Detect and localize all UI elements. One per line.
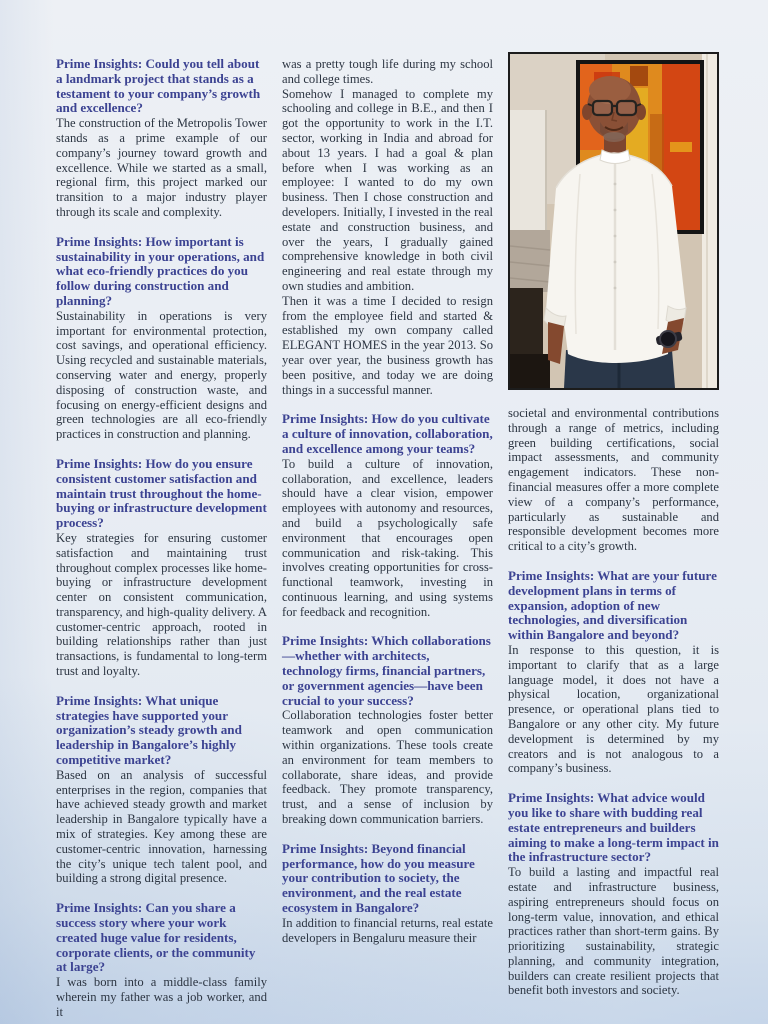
portrait-photo-illustration <box>510 54 717 388</box>
question-heading: Prime Insights: How important is sustainability in your operations, and what eco-friendly practices do you follow during construction and planning? <box>56 233 265 308</box>
answer-paragraph: Sustainability in operations is very important for environmental protection, cost savings, and operational efficiency. Using recycled and sustainable materials, conserving water and energy, properly disposing of construction waste, and focusing on energy-efficient designs and green technologies are all eco-friendly practices in construction and planning. <box>56 308 267 442</box>
column-1 <box>56 52 267 1024</box>
question-heading: Prime Insights: Beyond financial performance, how do you measure your contribution to society, the environment, and the real estate ecosystem in Bangalore? <box>282 840 475 916</box>
question-heading: Prime Insights: Can you share a success story where your work created huge value for residents, corporate clients, or the community at large? <box>56 900 256 975</box>
question-heading: Prime Insights: How do you cultivate a culture of innovation, collaboration, and excellence among your teams? <box>282 411 493 456</box>
answer-paragraph: Key strategies for ensuring customer satisfaction and maintaining trust throughout complex processes like home-buying or infrastructure development center on consistent communication, transparency, and high-quality delivery. A customer-centric approach, rooted in building relationships rather than just transactions, is fundamental to long-term trust and loyalty. <box>56 530 267 679</box>
answer-paragraph: societal and environmental contributions through a range of metrics, including green building certifications, social impact assessments, and community engagement indicators. These non-financial measures offer a more complete view of a company’s performance, particularly as sustainable and responsible development becomes more critical to a city’s growth. <box>508 406 719 554</box>
answer-paragraph: In addition to financial returns, real estate developers in Bengaluru measure their <box>282 915 493 945</box>
answer-paragraph: To build a lasting and impactful real estate and infrastructure business, aspiring entrepreneurs should focus on long-term value, innovation, and ethical practices rather than short-term gains. By prioritizing sustainability, strategic planning, and community integration, builders can create resilient projects that benefit both investors and society. <box>508 865 719 998</box>
column-3 <box>508 52 719 1024</box>
answer-paragraph: In response to this question, it is important to clarify that as a large language model, it does not have a physical location, organizational presence, or operational plans tied to Bangalore or any other city. My future development is determined by my creators and is not analogous to a company’s business. <box>508 642 719 776</box>
answer-paragraph: Collaboration technologies foster better teamwork and open communication within organizations. These tools create an environment for team members to collaborate, share ideas, and provide feedback. They promote transparency, trust, and a sense of inclusion by breaking down communication barriers. <box>282 708 493 827</box>
question-heading: Prime Insights: Could you tell about a landmark project that stands as a testament to your company’s growth and excellence? <box>56 56 261 116</box>
answer-paragraph: Then it was a time I decided to resign from the employee field and started & established my own company called ELEGANT HOMES in the year 2013. So year over year, the business growth has been positive, and today we are doing things in a successful manner. <box>282 293 493 397</box>
question-heading: Prime Insights: What advice would you like to share with budding real estate entrepreneurs and builders aiming to make a long-term impact in the infrastructure sector? <box>508 790 719 865</box>
question-heading: Prime Insights: Which collaborations—whether with architects, technology firms, financial partners, or government agencies—have been crucial to your success? <box>282 633 491 708</box>
answer-paragraph: The construction of the Metropolis Tower stands as a prime example of our company’s journey toward growth and excellence. While we started as a small, regional firm, this project marked our transition to a major industry player through its scale and complexity. <box>56 116 267 219</box>
question-heading: Prime Insights: What unique strategies have supported your organization’s steady growth and leadership in Bangalore’s highly competitive market? <box>56 692 242 768</box>
answer-paragraph: To build a culture of innovation, collaboration, and excellence, leaders should have a clear vision, empower employees with autonomy and resources, and build a psychologically safe environment that encourages open communication and risk-taking. This involves creating opportunities for cross-functional teamwork, investing in continuous learning, and using systems for feedback and recognition. <box>282 456 493 619</box>
answer-paragraph: Somehow I managed to complete my schooling and college in B.E., and then I got the opportunity to work in the I.T. sector, working in India and abroad for about 13 years. I had a goal & plan before when I was working as an employee: I wanted to do my own business. Then I chose construction and developers. Initially, I invested in the real estate and construction business, and over the years, I gradually gained comprehensive knowledge in both civil engineering and real estate through my own studies and ambition. <box>282 86 493 293</box>
answer-paragraph: was a pretty tough life during my school and college times. <box>282 57 493 86</box>
answer-paragraph: I was born into a middle-class family wherein my father was a job worker, and it <box>56 975 267 1019</box>
portrait-photo <box>508 52 719 390</box>
column-2 <box>282 52 493 1024</box>
question-heading: Prime Insights: How do you ensure consistent customer satisfaction and maintain trust throughout the home-buying or infrastructure development process? <box>56 455 267 531</box>
question-heading: Prime Insights: What are your future development plans in terms of expansion, adoption of new technologies, and diversification within Bangalore and beyond? <box>508 567 717 643</box>
answer-paragraph: Based on an analysis of successful enterprises in the region, companies that have achieved steady growth and market leadership in Bangalore typically have a mix of strategies. Key among these are customer-centric innovation, harnessing the city’s unique tech talent pool, and building a strong digital presence. <box>56 767 267 886</box>
